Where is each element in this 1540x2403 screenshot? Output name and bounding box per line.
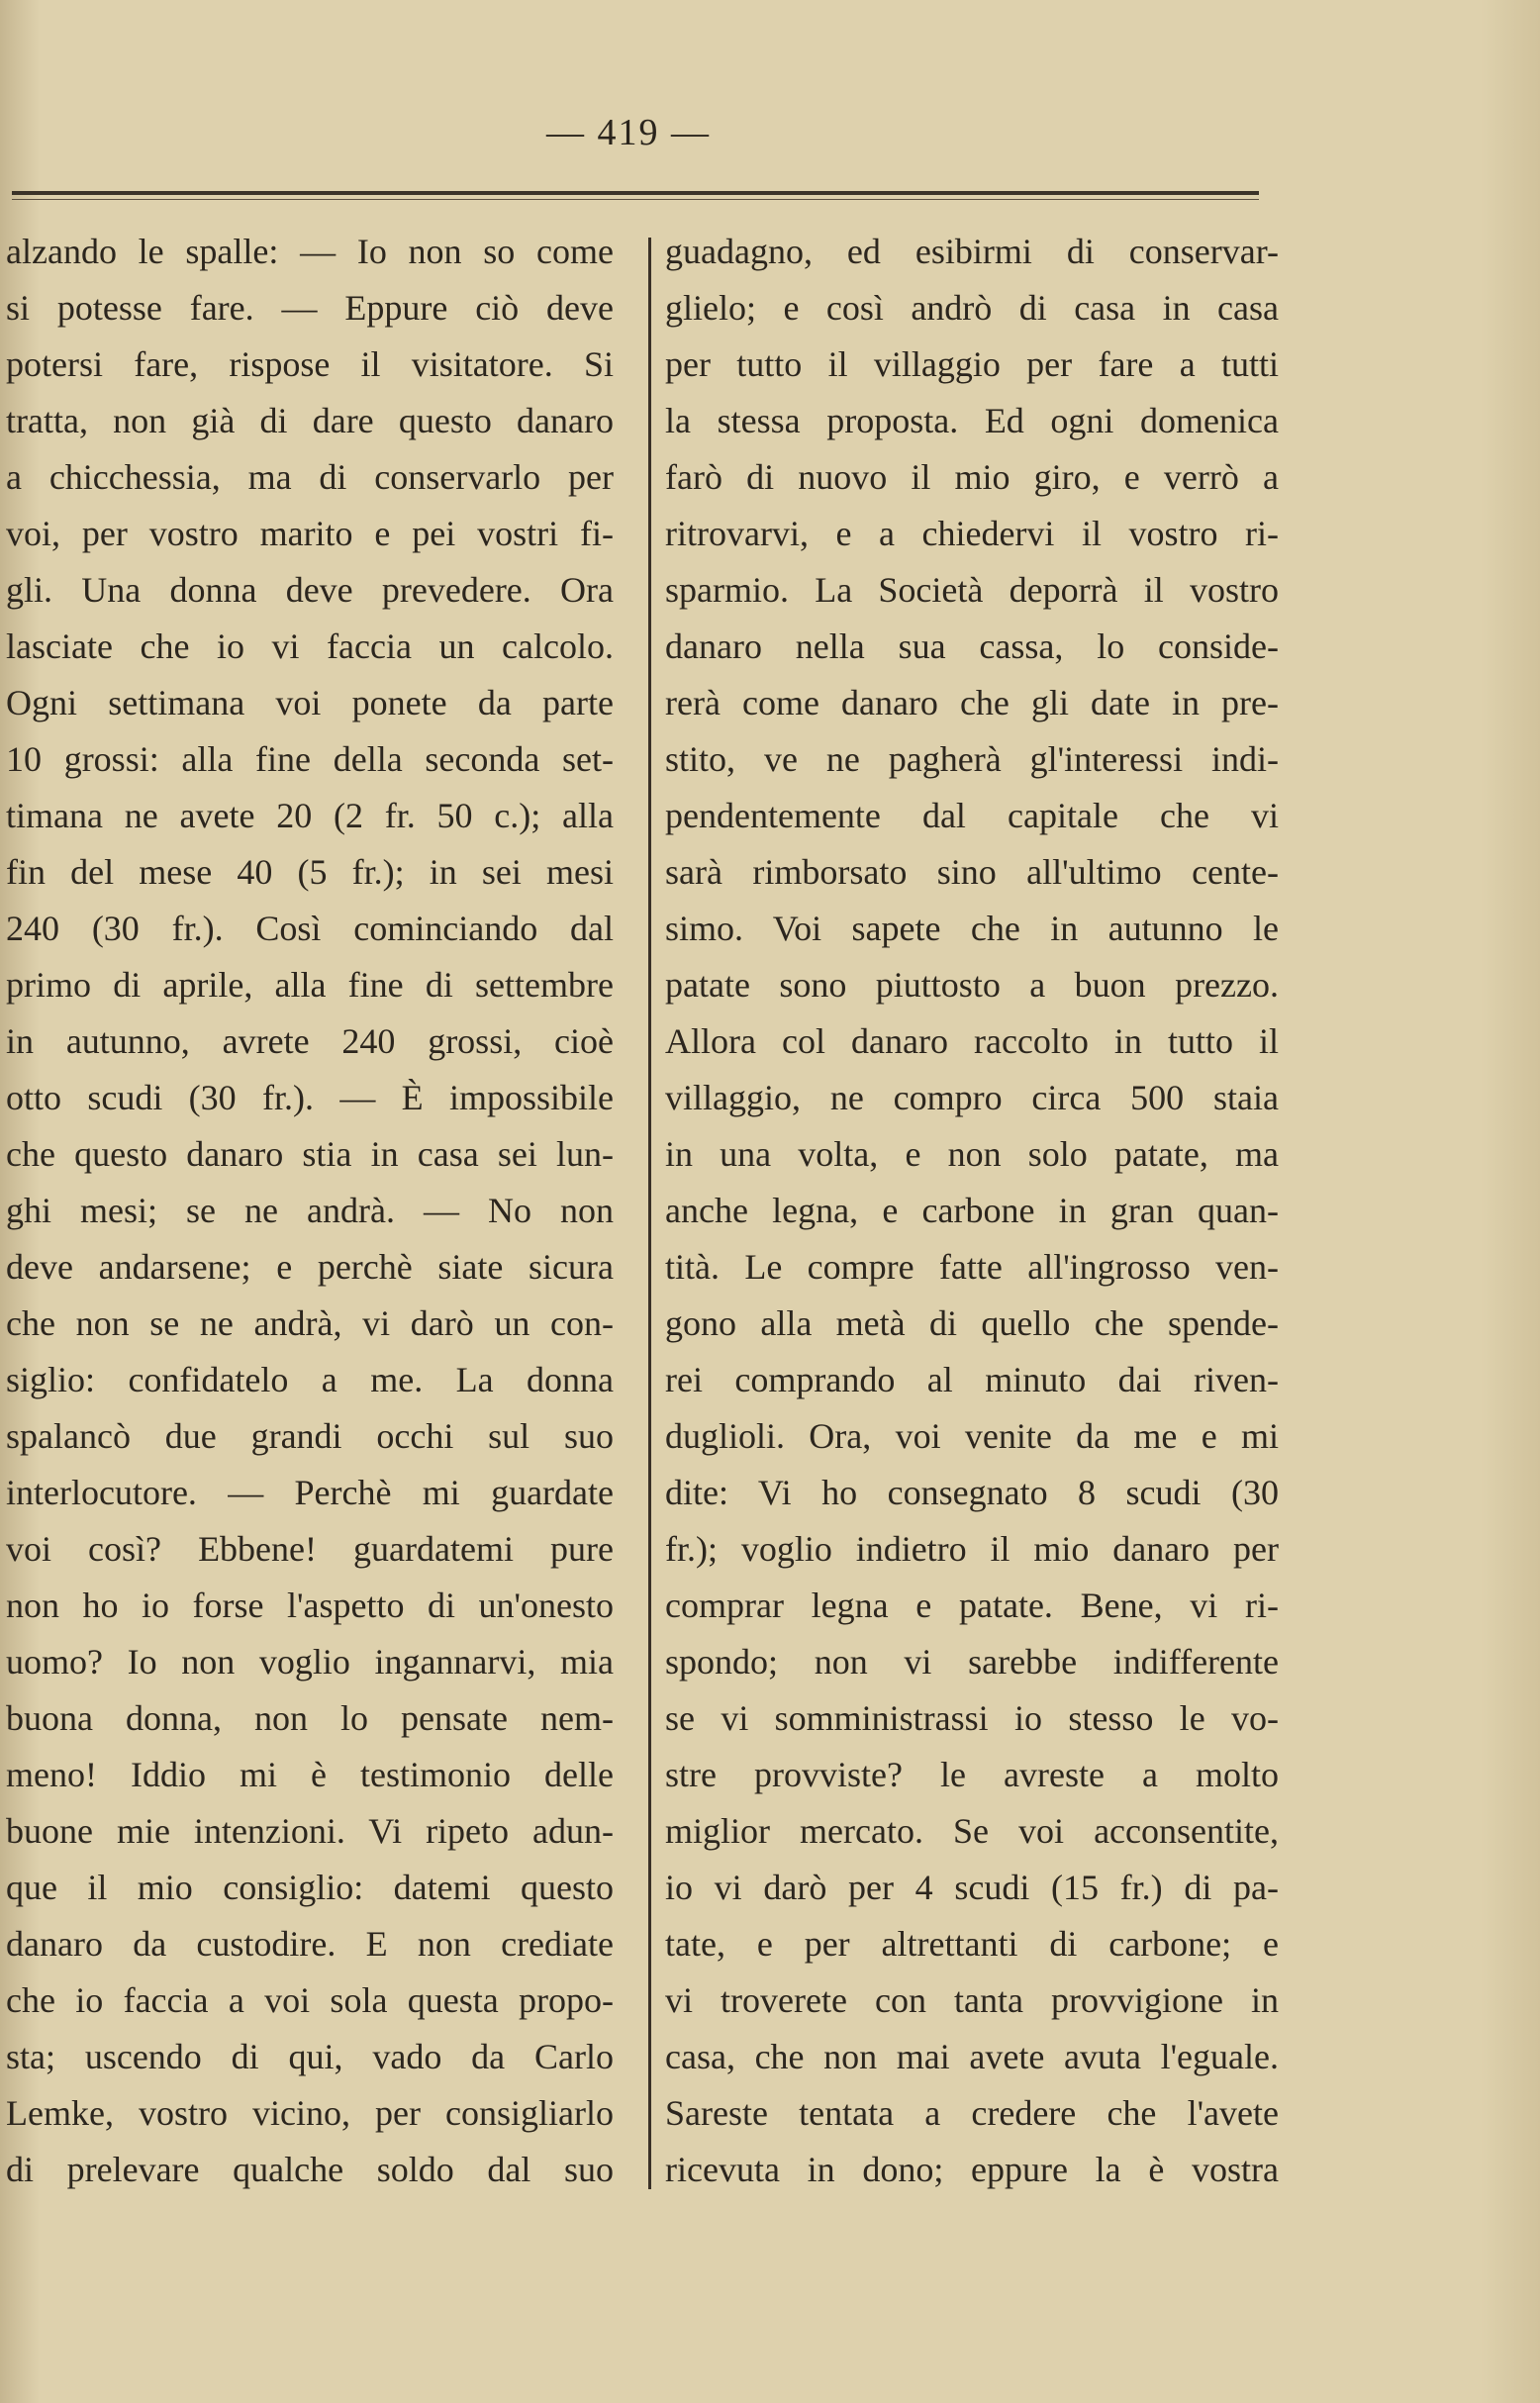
text-line: otto scudi (30 fr.). — È impossibile [6,1078,614,1117]
header-rule [12,191,1259,195]
column-divider [648,238,651,2189]
text-line: meno! Iddio mi è testimonio delle [6,1755,614,1794]
text-line: vi troverete con tanta provvigione in [665,1980,1279,2020]
text-line: casa, che non mai avete avuta l'eguale. [665,2037,1279,2076]
text-line: villaggio, ne compro circa 500 staia [665,1078,1279,1117]
text-line: Allora col danaro raccolto in tutto il [665,1021,1279,1061]
text-line: gli. Una donna deve prevedere. Ora [6,570,614,610]
text-line: buone mie intenzioni. Vi ripeto adun- [6,1811,614,1851]
text-line: Ogni settimana voi ponete da parte [6,683,614,722]
header-rule-thin [12,199,1259,200]
text-line: di prelevare qualche soldo dal suo [6,2150,614,2189]
text-line: 240 (30 fr.). Così cominciando dal [6,909,614,948]
text-line: sta; uscendo di qui, vado da Carlo [6,2037,614,2076]
text-line: patate sono piuttosto a buon prezzo. [665,965,1279,1005]
text-line: sarà rimborsato sino all'ultimo cente- [665,852,1279,892]
text-line: se vi somministrassi io stesso le vo- [665,1698,1279,1738]
text-line: alzando le spalle: — Io non so come [6,232,614,271]
text-line: voi così? Ebbene! guardatemi pure [6,1529,614,1569]
text-line: per tutto il villaggio per fare a tutti [665,344,1279,384]
text-line: ricevuta in dono; eppure la è vostra [665,2150,1279,2189]
text-line: ghi mesi; se ne andrà. — No non [6,1191,614,1230]
text-line: pendentemente dal capitale che vi [665,796,1279,835]
page-number: — 419 — [546,112,711,153]
text-line: guadagno, ed esibirmi di conservar- [665,232,1279,271]
text-line: a chicchessia, ma di conservarlo per [6,457,614,497]
text-line: gono alla metà di quello che spende- [665,1303,1279,1343]
text-line: che io faccia a voi sola questa propo- [6,1980,614,2020]
text-line: la stessa proposta. Ed ogni domenica [665,401,1279,440]
text-line: danaro nella sua cassa, lo conside- [665,626,1279,666]
text-line: ritrovarvi, e a chiedervi il vostro ri- [665,514,1279,553]
text-column-left [6,224,614,2198]
text-line: siglio: confidatelo a me. La donna [6,1360,614,1399]
text-column-right [665,224,1279,2198]
text-line: deve andarsene; e perchè siate sicura [6,1247,614,1287]
text-line: uomo? Io non voglio ingannarvi, mia [6,1642,614,1682]
text-line: io vi darò per 4 scudi (15 fr.) di pa- [665,1868,1279,1907]
text-line: spondo; non vi sarebbe indifferente [665,1642,1279,1682]
text-line: rerà come danaro che gli date in pre- [665,683,1279,722]
text-line: primo di aprile, alla fine di settembre [6,965,614,1005]
text-line: rei comprando al minuto dai riven- [665,1360,1279,1399]
text-line: que il mio consiglio: datemi questo [6,1868,614,1907]
text-line: anche legna, e carbone in gran quan- [665,1191,1279,1230]
text-line: tità. Le compre fatte all'ingrosso ven- [665,1247,1279,1287]
text-line: voi, per vostro marito e pei vostri fi- [6,514,614,553]
text-line: interlocutore. — Perchè mi guardate [6,1473,614,1512]
text-line: dite: Vi ho consegnato 8 scudi (30 [665,1473,1279,1512]
text-line: stre provviste? le avreste a molto [665,1755,1279,1794]
text-line: glielo; e così andrò di casa in casa [665,288,1279,328]
text-line: farò di nuovo il mio giro, e verrò a [665,457,1279,497]
text-line: in autunno, avrete 240 grossi, cioè [6,1021,614,1061]
text-line: fr.); voglio indietro il mio danaro per [665,1529,1279,1569]
text-line: sparmio. La Società deporrà il vostro [665,570,1279,610]
text-line: stito, ve ne pagherà gl'interessi indi- [665,739,1279,779]
text-line: Lemke, vostro vicino, per consigliarlo [6,2093,614,2133]
text-line: Sareste tentata a credere che l'avete [665,2093,1279,2133]
text-line: che questo danaro stia in casa sei lun- [6,1134,614,1174]
text-line: si potesse fare. — Eppure ciò deve [6,288,614,328]
text-line: non ho io forse l'aspetto di un'onesto [6,1586,614,1625]
text-line: comprar legna e patate. Bene, vi ri- [665,1586,1279,1625]
text-line: miglior mercato. Se voi acconsentite, [665,1811,1279,1851]
text-line: che non se ne andrà, vi darò un con- [6,1303,614,1343]
text-line: potersi fare, rispose il visitatore. Si [6,344,614,384]
text-line: simo. Voi sapete che in autunno le [665,909,1279,948]
text-line: danaro da custodire. E non crediate [6,1924,614,1964]
text-line: fin del mese 40 (5 fr.); in sei mesi [6,852,614,892]
text-line: tratta, non già di dare questo danaro [6,401,614,440]
text-line: timana ne avete 20 (2 fr. 50 c.); alla [6,796,614,835]
text-line: spalancò due grandi occhi sul suo [6,1416,614,1456]
text-line: duglioli. Ora, voi venite da me e mi [665,1416,1279,1456]
text-line: tate, e per altrettanti di carbone; e [665,1924,1279,1964]
text-line: lasciate che io vi faccia un calcolo. [6,626,614,666]
text-line: buona donna, non lo pensate nem- [6,1698,614,1738]
text-line: 10 grossi: alla fine della seconda set- [6,739,614,779]
text-line: in una volta, e non solo patate, ma [665,1134,1279,1174]
